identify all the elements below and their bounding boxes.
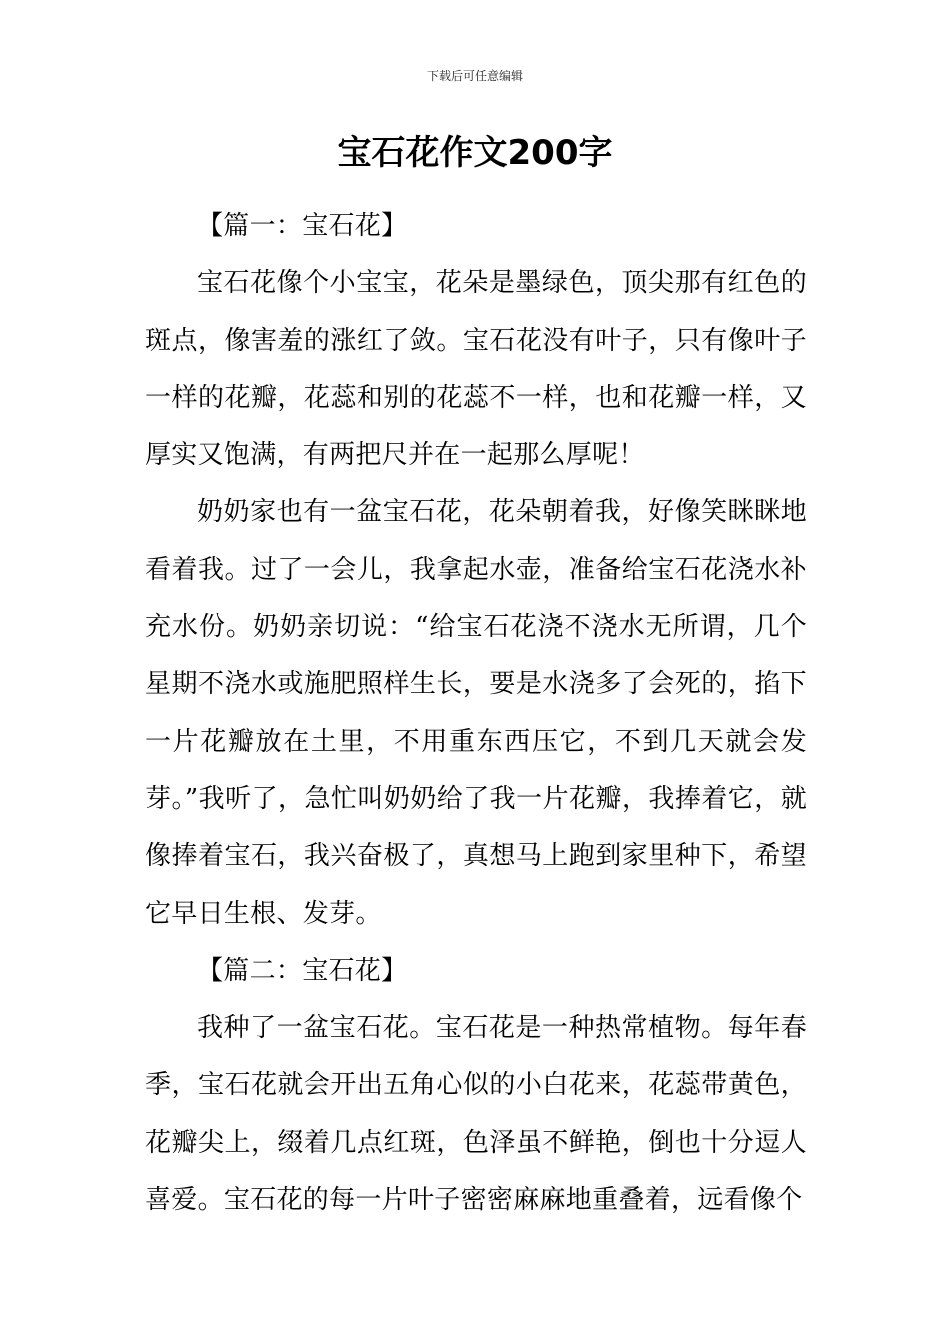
section-heading-2: 【篇二：宝石花】 — [197, 955, 408, 986]
section-heading-1: 【篇一：宝石花】 — [197, 211, 408, 241]
paragraph: 宝石花像个小宝宝，花朵是墨绿色，顶尖那有红色的斑点，像害羞的涨红了敛。宝石花没有叶子，只有像叶子一样的花瓣，花蕊和别的花蕊不一样，也和花瓣一样，又厚实又饱满，有两把尺并在一起那么厚呢！ — [145, 268, 807, 471]
paragraph: 奶奶家也有一盆宝石花，花朵朝着我，好像笑眯眯地看着我。过了一会儿，我拿起水壶，准备给宝石花浇水补充水份。奶奶亲切说：“给宝石花浇不浇水无所谓，几个星期不浇水或施肥照样生长，要是水浇多了会死的，掐下一片花瓣放在土里，不用重东西压它，不到几天就会发芽。”我听了，急忙叫奶奶给了我一片花瓣，我捧着它，就像捧着宝石，我兴奋极了，真想马上跑到家里种下，希望它早日生根、发芽。 — [145, 497, 807, 929]
header-note: 下载后可任意编辑 — [426, 69, 523, 83]
document-title: 宝石花作文200字 — [337, 133, 613, 173]
paragraph: 我种了一盆宝石花。宝石花是一种热常植物。每年春季，宝石花就会开出五角心似的小白花来，花蕊带黄色，花瓣尖上，缀着几点红斑，色泽虽不鲜艳，倒也十分逗人喜爱。宝石花的每一片叶子密密麻麻地重叠着，远看像个 — [145, 1013, 807, 1216]
document-body — [145, 198, 807, 1229]
